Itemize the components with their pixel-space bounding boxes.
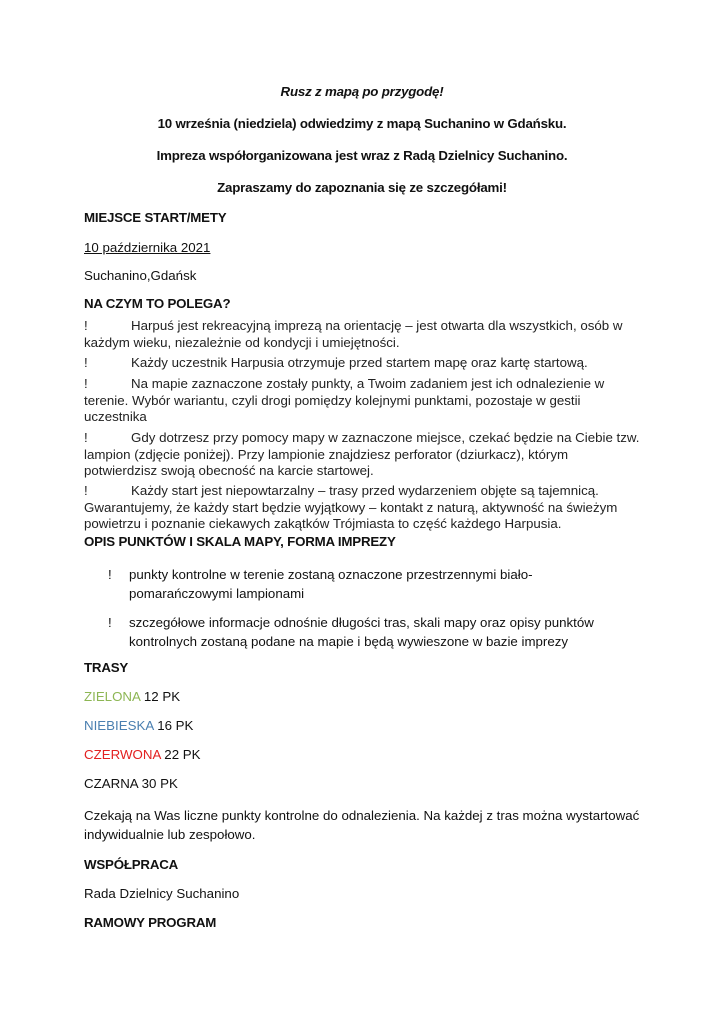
- route-count: 30 PK: [141, 776, 178, 791]
- bullet-marker: !: [108, 567, 112, 582]
- description-item: ! szczegółowe informacje odnośnie długości tras, skali mapy oraz opisy punktów kontrolnych zostaną podane na mapie i będą wywieszone w bazie imprezy: [108, 615, 594, 649]
- route-name: ZIELONA: [84, 689, 141, 704]
- event-date: 10 października 2021: [84, 240, 211, 255]
- heading-cooperation: WSPÓŁPRACA: [84, 857, 179, 872]
- route-count: 22 PK: [164, 747, 201, 762]
- event-place: Suchanino,Gdańsk: [84, 268, 197, 283]
- bullet-marker: !: [84, 355, 88, 370]
- about-item: ! Harpuś jest rekreacyjną imprezą na orientację – jest otwarta dla wszystkich, osób w każdym wieku, niezależnie od kondycji i umiejętności.: [84, 318, 623, 350]
- route-red: [84, 747, 201, 762]
- route-green: [84, 689, 180, 704]
- about-item: ! Na mapie zaznaczone zostały punkty, a Twoim zadaniem jest ich odnalezienie w terenie. Wybór wariantu, czyli drogi pomiędzy kolejnymi punktami, pozostaje w gestii uczestnika: [84, 376, 605, 425]
- bullet-marker: !: [108, 615, 112, 630]
- description-item: ! punkty kontrolne w terenie zostaną oznaczone przestrzennymi biało-pomarańczowymi lampionami: [108, 567, 533, 601]
- about-item: ! Każdy start jest niepowtarzalny – trasy przed wydarzeniem objęte są tajemnicą. Gwarantujemy, że każdy start będzie wyjątkowy – kontakt z naturą, aktywność na świeżym powietrzu i poznanie ciekawych zakątków Trójmiasta to część każdego Harpusia.: [84, 483, 618, 532]
- route-black: [84, 776, 178, 791]
- bullet-marker: !: [84, 483, 88, 498]
- intro-line-invite: Zapraszamy do zapoznania się ze szczegółami!: [217, 180, 507, 195]
- route-name: NIEBIESKA: [84, 718, 154, 733]
- bullet-marker: !: [84, 376, 88, 391]
- about-item: ! Każdy uczestnik Harpusia otrzymuje przed startem mapę oraz kartę startową.: [84, 355, 588, 370]
- heading-about: NA CZYM TO POLEGA?: [84, 296, 231, 311]
- intro-line-organizer: Impreza współorganizowana jest wraz z Radą Dzielnicy Suchanino.: [156, 148, 568, 163]
- heading-start-finish: MIEJSCE START/METY: [84, 210, 227, 225]
- route-blue: [84, 718, 193, 733]
- intro-line-date: 10 września (niedziela) odwiedzimy z mapą Suchanino w Gdańsku.: [157, 116, 567, 131]
- routes-note: Czekają na Was liczne punkty kontrolne do odnalezienia. Na każdej z tras można wystartować indywidualnie lub zespołowo.: [84, 808, 640, 842]
- bullet-marker: !: [84, 318, 88, 333]
- heading-routes: TRASY: [84, 660, 129, 675]
- document-title: Rusz z mapą po przygodę!: [280, 84, 444, 99]
- heading-program: RAMOWY PROGRAM: [84, 915, 217, 930]
- route-name: CZERWONA: [84, 747, 161, 762]
- bullet-marker: !: [84, 430, 88, 445]
- heading-description: OPIS PUNKTÓW I SKALA MAPY, FORMA IMPREZY: [84, 534, 396, 549]
- route-count: 16 PK: [157, 718, 194, 733]
- route-count: 12 PK: [143, 689, 181, 704]
- about-item: ! Gdy dotrzesz przy pomocy mapy w zaznaczone miejsce, czekać będzie na Ciebie tzw. lampion (zdjęcie poniżej). Przy lampionie znajdziesz perforator (dziurkacz), którym potwierdzisz swoją obecność na karcie startowej.: [84, 430, 640, 479]
- cooperation-partner: Rada Dzielnicy Suchanino: [84, 886, 240, 901]
- route-name: CZARNA: [84, 776, 138, 791]
